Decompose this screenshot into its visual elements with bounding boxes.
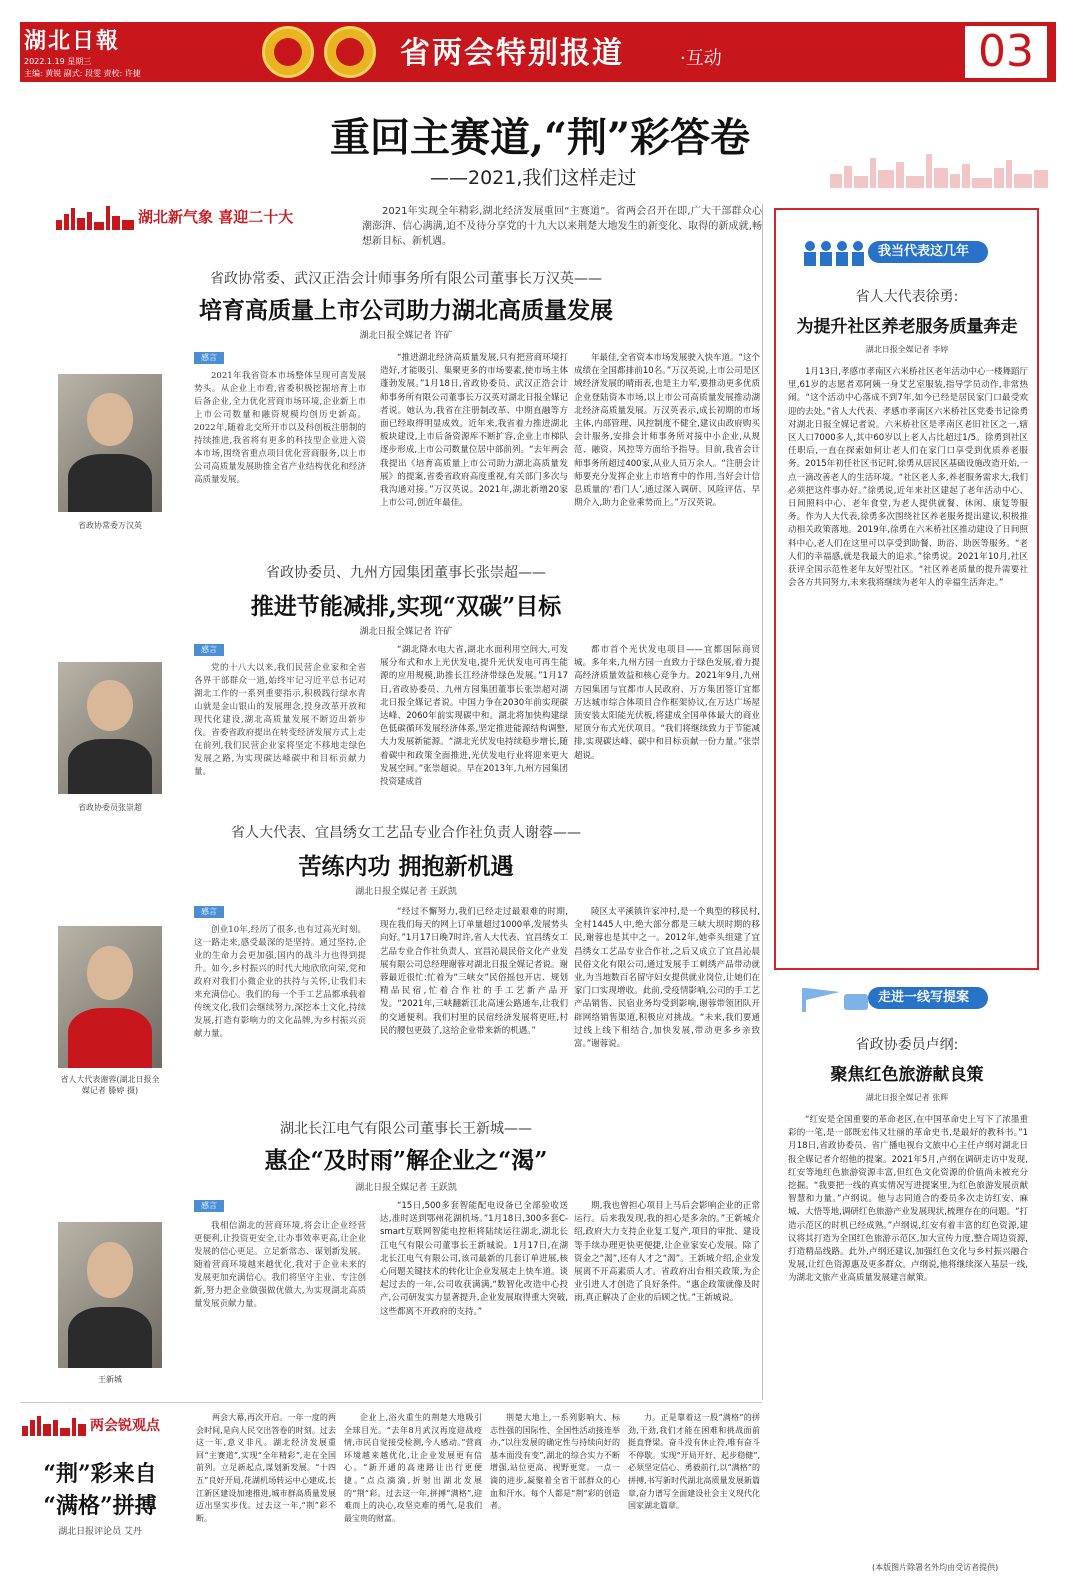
national-emblem-icon	[262, 26, 314, 78]
article-1-column-2: 年最佳,全省资本市场发展驶入快车道。“这个成绩在全国都排前10名。”万汉英说,上市公司是区域经济发展的晴雨表,也是主力军,要推动更多优质企业登陆资本市场,以上市公司高质量发展推动湖北经济高质量发展。万汉英表示,成长初期的市场主体,内部管理、风控制度不健全,建议由政府购买会计服务,安排会计师事务所对接中小企业,从规范、融资、风控等方面给予指导。目前,我省会计师事务所超过400家,从业人员万余人。“注册会计师要充分发挥企业上市培育中的作用,当好会计信息质量的‘看门人’,通过深入调研、风险评估、早期介入,助力企业乘势而上。”万汉英说。	[574, 353, 760, 509]
article-4-column-2: 期,我也曾担心项目上马后会影响企业的正常运行。后来我发现,我的担心是多余的。”王新城介绍,政府大力支持企业复工复产,项目的审批、建设等手续办理更快更便捷,让企业家安心发展。除了资金之“渴”,还有人才之“渴”。王新城介绍,企业发展离不开高素质人才。省政府出台相关政策,为企业引进人才创造了良好条件。“惠企政策就像及时雨,真正解决了企业的后顾之忧。”王新城说。	[574, 1201, 760, 1304]
article-4-byline: 湖北日报全媒记者 王跃凯	[355, 1183, 457, 1193]
right-article-2-byline: 湖北日报全媒记者 张辉	[865, 1093, 949, 1102]
masthead	[24, 24, 174, 80]
article-2-caption: 省政协委员张崇超	[78, 803, 142, 812]
article-2-column-2: 都市首个光伏发电项目——宜都国际商贸城。多年来,九州方园一直致力于绿色发展,着力提高经济质量效益和核心竞争力。2021年9月,九州方园集团与宜都市人民政府、万方集团签订宜都万达城市综合体项目合作框架协议,在万达广场屋顶安装太阳能光伏板,将建成全国单体最大的商业屋顶分布式光伏项目。“我们将继续致力于节能减排,实现碳达峰、碳中和目标贡献一份力量。”张崇超说。	[574, 645, 760, 761]
commentary-banner-label: 两会锐观点	[90, 1418, 160, 1434]
right-article-1-byline: 湖北日报全媒记者 李婷	[865, 345, 949, 354]
article-2-photo	[58, 662, 162, 794]
article-2-byline: 湖北日报全媒记者 许矿	[359, 627, 453, 637]
red-skyline-icon-2	[22, 1414, 88, 1436]
main-headline: 重回主赛道,“荆”彩答卷	[330, 114, 750, 161]
right-banner-2	[800, 984, 1020, 1012]
right-article-2-body: “红安是全国重要的革命老区,在中国革命史上写下了浓墨重彩的一笔,是一部既宏伟又壮丽的革命史书,是最好的教科书。”1月18日,省政协委员、省广播电视台文旅中心主任卢纲对湖北日报全媒记者介绍他的提案。2021年5月,卢纲在调研走访中发现,红安等地红色旅游资源丰富,但红色文化资源的价值尚未被充分挖掘。“我要把一线的真实情况写进提案里,为红色旅游发展贡献智慧和力量。”卢纲说。他与志同道合的委员多次走访红安、麻城、大悟等地,调研红色旅游产业发展现状,梳理存在的问题。“打造示范区的时机已经成熟。”卢纲说,红安有着丰富的红色资源,建议将其打造为全国红色旅游示范区,加大宣传力度,整合周边资源,打造精品线路。此外,卢纲还建议,加强红色文化与乡村振兴融合发展,让红色资源惠及更多群众。卢纲说,他将继续深入基层一线,为湖北文旅产业高质量发展建言献策。	[788, 1115, 1028, 1284]
article-3-caption: 省人大代表谢蓉(湖北日报全媒记者 滕婷 摄)	[60, 1075, 160, 1095]
article-1-quote: 2021年我省资本市场整体呈现可喜发展势头。从企业上市看,省委积极挖掘培育上市后备企业,全力优化营商市场环境,企业新上市上市公司数量和融资规模均创历史新高。2022年,随着北交所开市以及科创板注册制的持续推进,我省将有更多的科技型企业进入资本市场,围绕省重点项目优化营商服务,以上市公司高质量发展助推全省产业结构优化和经济高质量发展。	[194, 371, 366, 485]
article-1-intro: 省政协常委、武汉正浩会计师事务所有限公司董事长万汉英——	[210, 271, 602, 287]
article-3-byline: 湖北日报全媒记者 王跃凯	[355, 887, 457, 897]
article-3-title: 苦练内功 拥抱新机遇	[298, 853, 514, 880]
article-1-caption: 省政协常委万汉英	[78, 521, 142, 530]
article-2-tag: 感言	[194, 644, 224, 656]
commentary-column-2: 企业上,浴火重生的荆楚大地吸引全球目光。“去年8月武汉再度迎战疫情,市民自觉接受检测,今人感动。”营商环境越来越优化,让企业发展更有信心。“新开通的高速路让出行更便捷。”点点滴滴,折射出湖北发展的“荆”彩。过去这一年,拼搏“满格”,迎难而上的决心,攻坚克难的勇气,是我们最宝贵的财富。	[344, 1413, 482, 1523]
article-1-photo	[58, 374, 162, 512]
article-4-tag: 感言	[194, 1200, 224, 1212]
section-tag: ·互动	[680, 48, 722, 69]
people-icon	[800, 238, 870, 266]
commentary-column-4: 力。正是靠着这一股“满格”的拼劲,干劲,我们才能在困难和挑战面前挺直脊梁。奋斗没有休止符,唯有奋斗不停歇。实现“开局开好、起步稳健”,必须坚定信心、勇毅前行,以“满格”的拼搏,书写新时代湖北高质量发展新篇章,奋力谱写全面建设社会主义现代化国家湖北篇章。	[628, 1413, 760, 1511]
right-article-1-body: 1月13日,孝感市孝南区六米桥社区老年活动中心一楼舞蹈厅里,61岁的志愿者邓阿姨一身艾艺室服装,指导学员动作,非常热闹。“这个活动中心落成不到7年,如今已经是居民家门口最受欢迎的去处。”省人大代表、孝感市孝南区六米桥社区党委书记徐勇对湖北日报全媒记者说。六米桥社区是孝南区老旧社区之一,辖区人口7000多人,其中60岁以上老人占比超过1/5。徐勇到社区任职后,一直在探索如何让老人们在家门口享受到优质养老服务。2015年初任社区书记时,徐勇从居民区基础设施改造开始,一点一滴改善老人的生活环境。“社区老人多,养老服务需求大,我们必须把这件事办好。”徐勇说,近年来社区建起了老年活动中心、日间照料中心、老年食堂,为老人提供就餐、休闲、康复等服务。作为人大代表,徐勇多次围绕社区养老服务提出建议,积极推动相关政策落地。2019年,徐勇在六米桥社区推动建设了日间照料中心,老人们在这里可以享受到助餐、助浴、助医等服务。“老人们的幸福感,就是我最大的追求。”徐勇说。2021年10月,社区获评全国示范性老年友好型社区。“社区养老质量的提升需要社会各方共同努力,未来我将继续为老年人的幸福生活奔走。”	[788, 367, 1028, 589]
masthead-date: 2022.1.19 星期三	[24, 57, 92, 66]
commentary-title-line-2: “满格”拼搏	[43, 1493, 157, 1519]
article-3-quote: 创业10年,经历了很多,也有过高光时刻。这一路走来,感受最深的是坚持。通过坚持,企业的生命力会更加强,国内的战斗力也得到提升。如今,乡村振兴的时代大地欣欣向荣,党和政府对我们小微企业的扶持与关怀,让我们未来充满信心。我们的每一个手工艺品都承载着传统文化,我们会继续努力,深挖本土文化,持续发展,打造有影响力的文化品牌,为乡村振兴贡献力量。	[194, 925, 366, 1039]
flag-icon	[800, 984, 870, 1012]
right-article-2-title: 聚焦红色旅游献良策	[830, 1065, 984, 1085]
special-report-title: 省两会特别报道	[400, 36, 624, 71]
article-2-column-1: “湖北降水电大省,湖北水面利用空间大,可发展分布式和水上光伏发电,提升光伏发电可再生能源的应用规模,助推长江经济带绿色发展。”1月17日,省政协委员、九州方园集团董事长张崇超对湖北日报全媒记者说。中国力争在2030年前实现碳达峰、2060年前实现碳中和。湖北将加快构建绿色低碳循环发展经济体系,坚定推进能源结构调整,大力发展新能源。“湖北光伏发电持续稳步增长,随着碳中和政策全面推进,光伏发电行业将迎来更大发展空间。”张崇超说。早在2013年,九州方园集团投资建成首	[380, 645, 568, 788]
commentary-banner	[22, 1414, 182, 1436]
sub-headline: ——2021,我们这样走过	[430, 167, 637, 189]
commentary-column-1: 两会大幕,再次开启。一年一度的两会时间,是向人民交出答卷的时刻。过去这一年,意义非凡。湖北经济发展重回“主赛道”,实现“全年精彩”,走在全国前列。立足新起点,谋划新发展。“十四五”良好开局,花湖机场转运中心建成,长江新区建设加速推进,城市群高质量发展迈出坚实步伐。过去这一年,“荆”彩不断。	[196, 1413, 336, 1523]
article-4-photo	[58, 1222, 162, 1368]
right-banner-1-label: 我当代表这几年	[868, 241, 988, 263]
right-banner-2-label: 走进一线写提案	[868, 987, 988, 1009]
commentary-byline: 湖北日报评论员 艾丹	[58, 1527, 142, 1537]
masthead-staff: 主编: 黄锐 副式: 段雯 责校: 许捷	[24, 69, 141, 78]
right-article-2-intro: 省政协委员卢纲:	[855, 1037, 959, 1053]
section-banner	[56, 204, 336, 230]
commentary-title-line-1: “荆”彩来自	[43, 1461, 157, 1487]
article-3-photo	[58, 926, 162, 1068]
article-3-tag: 感言	[194, 906, 224, 918]
cppcc-emblem-icon	[324, 26, 376, 78]
column-divider	[762, 204, 763, 1400]
article-3-column-2: 陵区太平溪镇许家冲村,是一个典型的移民村,全村1445人中,绝大部分都是三峡大坝时期的移民,谢蓉也是其中之一。2012年,她牵头组建了宜昌绣女工艺品专业合作社,之后又成立了宜昌沁晨民俗文化有限公司,通过发展手工刺绣产品带动就业,为当地数百名留守妇女提供就业岗位,让她们在家门口实现增收。此前,受疫情影响,公司的手工艺产品销售、民宿业务均受到影响,谢蓉带领团队开辟网络销售渠道,积极应对挑战。“未来,我们要通过线上线下相结合,加快发展,带动更多乡亲致富。”谢蓉说。	[574, 907, 760, 1050]
page-header	[0, 0, 1080, 92]
article-1-tag: 感言	[194, 352, 224, 364]
commentary-title	[40, 1458, 160, 1522]
section-divider	[20, 1402, 762, 1403]
photo-credit-note: (本版图片除署名外均由受访者提供)	[872, 1563, 999, 1572]
article-4-column-1: “15日,500多套智能配电设备已全部验收送达,准时送到鄂州花湖机场。”1月18日,300多套C-smart互联网智能电控柜将陆续运往湖北,湖北长江电气有限公司董事长王新城说。1月17日,在湖北长江电气有限公司,该司最新的几套订单进展,核心问题关键技术的转化让企业发展走上快车道。谈起过去的一年,公司收获满满,“数智化改造中心投产,公司研发实力显著提升,企业发展取得重大突破,这些都离不开政府的支持。”	[380, 1201, 568, 1317]
article-4-intro: 湖北长江电气有限公司董事长王新城——	[280, 1121, 532, 1137]
article-1-column-1: “推进湖北经济高质量发展,只有把营商环境打造好,才能吸引、集聚更多的市场要素,使市场主体蓬勃发展。”1月18日,省政协委员、武汉正浩会计师事务所有限公司董事长万汉英对湖北日报全媒记者说。她认为,我省在注册制改革、中期直融等方面已经取得明显成效。近年来,我省着力推进湖北板块建设,上市后备资源库不断扩容,企业上市梯队逐步形成,上市公司数量位居中部前列。“去年两会我提出《培育高质量上市公司助力湖北高质量发展》的提案,省委省政府高度重视,有关部门多次与我沟通对接。”万汉英说。2021年,湖北新增20家上市公司,创近年最佳。	[380, 353, 568, 509]
page-number: 03	[965, 26, 1047, 78]
right-article-1-intro: 省人大代表徐勇:	[855, 289, 959, 305]
article-2-title: 推进节能减排,实现“双碳”目标	[250, 593, 562, 620]
article-3-intro: 省人大代表、宜昌绣女工艺品专业合作社负责人谢蓉——	[231, 825, 581, 841]
article-4-caption: 王新城	[98, 1375, 122, 1384]
article-2-intro: 省政协委员、九州方园集团董事长张崇超——	[266, 565, 546, 581]
article-1-title: 培育高质量上市公司助力湖北高质量发展	[199, 297, 613, 324]
right-banner-1	[800, 238, 1020, 266]
article-4-quote: 我相信湖北的营商环境,将会让企业经营更便利,让投资更安全,让办事效率更高,让企业发展的信心更足。立足新常态、谋划新发展。随着营商环境越来越优化,我对于企业未来的发展更加充满信心。我们将坚守主业、专注创新,努力把企业做强做优做大,为实现湖北高质量发展贡献力量。	[194, 1221, 366, 1309]
commentary-column-3: 荆楚大地上,一系列影响大、标志性强的国际性、全国性活动接连举办,“以往发展的确定性与持续向好的基本面没有变”,湖北的综合实力不断增强,站位更高、视野更宽。一点一滴的进步,凝聚着全省干部群众的心血和汗水。每个人都是“荆”彩的创造者。	[490, 1413, 620, 1511]
red-skyline-icon	[56, 204, 136, 230]
article-1-byline: 湖北日报全媒记者 许矿	[359, 331, 453, 341]
intro-paragraph: 2021年实现全年精彩,湖北经济发展重回“主赛道”。省两会召开在即,广大干部群众心潮澎湃、信心满满,迫不及待分享党的十九大以来荆楚大地发生的新变化、取得的新成就,畅想新目标、新机遇。	[362, 206, 762, 247]
section-banner-label: 湖北新气象 喜迎二十大	[138, 208, 294, 226]
skyline-decoration-icon	[830, 148, 1050, 188]
right-article-1-title: 为提升社区养老服务质量奔走	[796, 317, 1018, 337]
article-2-quote: 党的十八大以来,我们民营企业家和全省各界干部群众一道,始终牢记习近平总书记对湖北工作的一系列重要指示,积极践行绿水青山就是金山银山的发展理念,投身改革开放和现代化建设,湖北高质量发展不断迈出新步伐。省委省政府提出在转变经济发展方式上走在前列,我们民营企业家将坚定不移地走绿色发展之路,为实现碳达峰碳中和目标贡献力量。	[194, 663, 366, 777]
masthead-title: 湖北日報	[24, 28, 121, 54]
article-3-column-1: “经过不懈努力,我们已经走过最艰难的时期,现在我们每天的网上订单量超过1000单,发展势头向好。”1月17日晚7时许,省人大代表、宜昌绣女工艺品专业合作社负责人、宜昌沁晨民俗文化产业发展有限公司总经理谢蓉对湖北日报全媒记者说。谢蓉最近很忙:忙着为“三峡女”民俗摇包开店、规划精品民宿,忙着合作社的手工艺新产品开发。“2021年,三峡翻新江北高速公路通车,让我们的交通便利。我们村里的民宿经济发展将更旺,村民的腰包更鼓了,这给企业带来新的机遇。”	[380, 907, 568, 1036]
article-4-title: 惠企“及时雨”解企业之“渴”	[264, 1147, 548, 1174]
